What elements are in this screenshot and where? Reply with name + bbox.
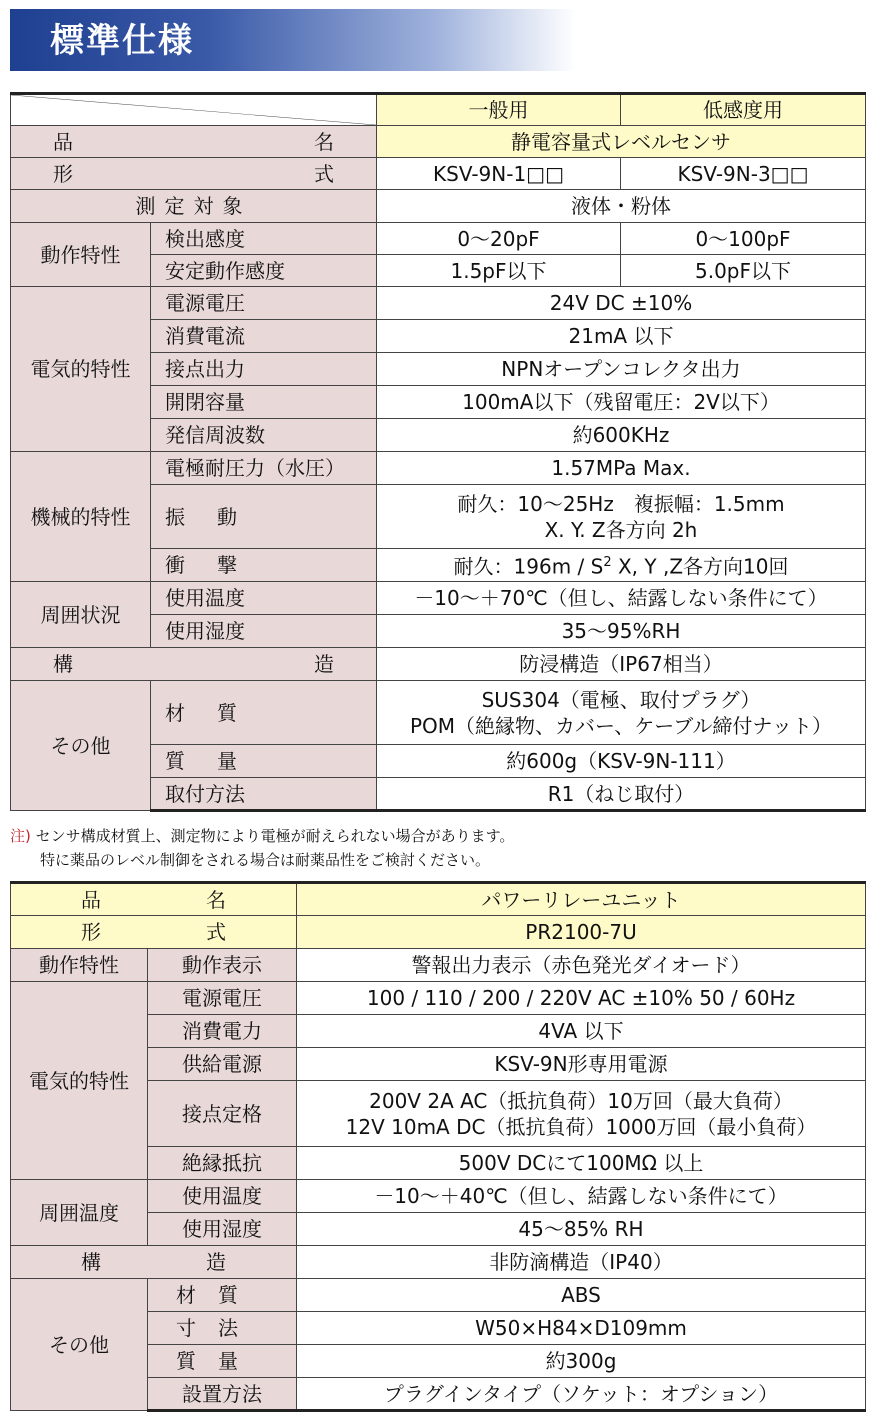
footnote bbox=[10, 824, 514, 872]
sensor-spec-table bbox=[10, 92, 866, 812]
dimensions-value: W50×H84×D109mm bbox=[297, 1312, 866, 1345]
group-environment-2: 周囲温度 bbox=[11, 1180, 148, 1246]
mounting-value: R1（ねじ取付） bbox=[377, 778, 866, 811]
insulation-value: 500V DCにて100MΩ 以上 bbox=[297, 1147, 866, 1180]
label-mounting: 取付方法 bbox=[151, 778, 377, 811]
label-mass-2: 質量 bbox=[148, 1345, 297, 1378]
diagonal-line bbox=[11, 95, 376, 125]
label-operating-humidity: 使用湿度 bbox=[151, 615, 377, 648]
contact-rating-line-2: 12V 10mA DC（抵抗負荷）1000万回（最小負荷） bbox=[345, 1114, 817, 1139]
operating-temp-value-2: －10～＋40℃（但し、結露しない条件にて） bbox=[297, 1180, 866, 1213]
shock-value: 耐久：$196m / S^2$ X, Y ,Z各方向10回 bbox=[377, 549, 866, 582]
operating-humidity-value: 35～95%RH bbox=[377, 615, 866, 648]
page-title: 標準仕様 bbox=[50, 21, 194, 61]
col-header-general: 一般用 bbox=[377, 94, 621, 126]
group-environment: 周囲状況 bbox=[11, 582, 151, 648]
model-low: KSV-9N-3□□ bbox=[621, 158, 866, 190]
group-mechanical: 機械的特性 bbox=[11, 452, 151, 582]
label-vibration: 振動 bbox=[151, 485, 377, 549]
display-value: 警報出力表示（赤色発光ダイオード） bbox=[297, 949, 866, 982]
model-general: KSV-9N-1□□ bbox=[377, 158, 621, 190]
label-operating-temp: 使用温度 bbox=[151, 582, 377, 615]
col-header-low-sensitivity: 低感度用 bbox=[621, 94, 866, 126]
label-supply-voltage-2: 電源電圧 bbox=[148, 982, 297, 1015]
label-pressure: 電極耐圧力（水圧） bbox=[151, 452, 377, 485]
label-dimensions: 寸法 bbox=[148, 1312, 297, 1345]
row-label-model: 形 式 bbox=[11, 158, 377, 190]
relay-name-value: パワーリレーユニット bbox=[297, 883, 866, 916]
stable-sensitivity-low: 5.0pF以下 bbox=[621, 255, 866, 287]
row-label-structure: 構 造 bbox=[11, 648, 377, 681]
contact-rating-line-1: 200V 2A AC（抵抗負荷）10万回（最大負荷） bbox=[369, 1088, 793, 1113]
material-value-2: ABS bbox=[297, 1279, 866, 1312]
supply-source-value: KSV-9N形専用電源 bbox=[297, 1048, 866, 1081]
material-value bbox=[377, 681, 866, 745]
target-value: 液体・粉体 bbox=[377, 190, 866, 223]
pressure-value: 1.57MPa Max. bbox=[377, 452, 866, 485]
relay-model-value: PR2100-7U bbox=[297, 916, 866, 949]
product-name-value: 静電容量式レベルセンサ bbox=[377, 126, 866, 158]
supply-voltage-value-2: 100 / 110 / 200 / 220V AC ±10% 50 / 60Hz bbox=[297, 982, 866, 1015]
relay-spec-table bbox=[10, 881, 866, 1412]
group-other: その他 bbox=[11, 681, 151, 811]
label-stable-sensitivity: 安定動作感度 bbox=[151, 255, 377, 287]
label-supply-voltage: 電源電圧 bbox=[151, 287, 377, 320]
operating-humidity-value-2: 45～85% RH bbox=[297, 1213, 866, 1246]
stable-sensitivity-general: 1.5pF以下 bbox=[377, 255, 621, 287]
label-power: 消費電力 bbox=[148, 1015, 297, 1048]
contact-rating-value bbox=[297, 1081, 866, 1147]
detect-sensitivity-general: 0～20pF bbox=[377, 223, 621, 255]
label-operating-humidity-2: 使用湿度 bbox=[148, 1213, 297, 1246]
mass-value: 約600g（KSV-9N-111） bbox=[377, 745, 866, 778]
label-material-2: 材質 bbox=[148, 1279, 297, 1312]
vibration-line-1: 耐久：10～25Hz 複振幅：1.5mm bbox=[457, 491, 785, 516]
group-operation: 動作特性 bbox=[11, 223, 151, 287]
detect-sensitivity-low: 0～100pF bbox=[621, 223, 866, 255]
switching-capacity-value: 100mA以下（残留電圧：2V以下） bbox=[377, 386, 866, 419]
vibration-line-2: X. Y. Z各方向 2h bbox=[544, 517, 698, 542]
power-value: 4VA 以下 bbox=[297, 1015, 866, 1048]
header-diagonal-cell bbox=[11, 94, 377, 126]
label-switching-capacity: 開閉容量 bbox=[151, 386, 377, 419]
structure-value: 防浸構造（IP67相当） bbox=[377, 648, 866, 681]
label-current: 消費電流 bbox=[151, 320, 377, 353]
frequency-value: 約600KHz bbox=[377, 419, 866, 452]
row-label-structure-2: 構 造 bbox=[11, 1246, 297, 1279]
group-electrical-2: 電気的特性 bbox=[11, 982, 148, 1180]
group-other-2: その他 bbox=[11, 1279, 148, 1411]
vibration-value bbox=[377, 485, 866, 549]
label-contact-output: 接点出力 bbox=[151, 353, 377, 386]
label-mass: 質量 bbox=[151, 745, 377, 778]
install-value: プラグインタイプ（ソケット：オプション） bbox=[297, 1378, 866, 1411]
group-operation-2: 動作特性 bbox=[11, 949, 148, 982]
label-display: 動作表示 bbox=[148, 949, 297, 982]
label-contact-rating: 接点定格 bbox=[148, 1081, 297, 1147]
structure-value-2: 非防滴構造（IP40） bbox=[297, 1246, 866, 1279]
note-line-1: センサ構成材質上、測定物により電極が耐えられない場合があります。 bbox=[30, 827, 515, 845]
material-line-1: SUS304（電極、取付プラグ） bbox=[481, 687, 761, 712]
operating-temp-value: －10～＋70℃（但し、結露しない条件にて） bbox=[377, 582, 866, 615]
row-label-target: 測定対象 bbox=[11, 190, 377, 223]
label-material: 材質 bbox=[151, 681, 377, 745]
row-label-name-2: 品 名 bbox=[11, 883, 297, 916]
row-label-model-2: 形 式 bbox=[11, 916, 297, 949]
label-shock: 衝撃 bbox=[151, 549, 377, 582]
supply-voltage-value: 24V DC ±10% bbox=[377, 287, 866, 320]
note-mark: 注) bbox=[10, 827, 31, 845]
note-line-2: 特に薬品のレベル制御をされる場合は耐薬品性をご検討ください。 bbox=[40, 851, 491, 869]
group-electrical: 電気的特性 bbox=[11, 287, 151, 452]
label-operating-temp-2: 使用温度 bbox=[148, 1180, 297, 1213]
mass-value-2: 約300g bbox=[297, 1345, 866, 1378]
title-banner bbox=[10, 9, 576, 71]
label-insulation: 絶縁抵抗 bbox=[148, 1147, 297, 1180]
row-label-name: 品 名 bbox=[11, 126, 377, 158]
label-detect-sensitivity: 検出感度 bbox=[151, 223, 377, 255]
material-line-2: POM（絶縁物、カバー、ケーブル締付ナット） bbox=[409, 713, 833, 738]
current-value: 21mA 以下 bbox=[377, 320, 866, 353]
label-frequency: 発信周波数 bbox=[151, 419, 377, 452]
contact-output-value: NPNオープンコレクタ出力 bbox=[377, 353, 866, 386]
label-install: 設置方法 bbox=[148, 1378, 297, 1411]
label-supply-source: 供給電源 bbox=[148, 1048, 297, 1081]
